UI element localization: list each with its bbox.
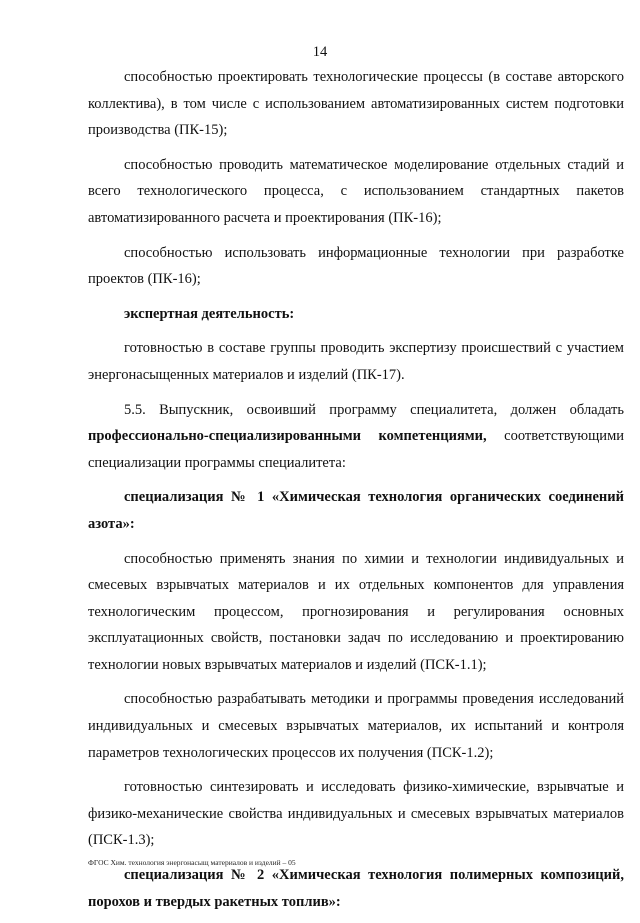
competency-psk-1-1: способностью применять знания по химии и технологии индивидуальных и смесевых взрывчатых материалов и их отдельных компонентов для управления технологическим процессом, прогнозирования и регулирования основных эксплуатационных свойств, постановки задач по исследованию и проектированию технологии новых взрывчатых материалов и изделий (ПСК-1.1);	[88, 550, 624, 673]
competency-psk-1-3: готовностью синтезировать и исследовать физико-химические, взрывчатые и физико-механические свойства индивидуальных и смесевых взрывчатых материалов (ПСК-1.3);	[88, 779, 624, 849]
specialization-2-heading: специализация № 2 «Химическая технология полимерных композиций, порохов и твердых ракетных топлив»:	[88, 867, 624, 910]
competency-psk-1-2: способностью разрабатывать методики и программы проведения исследований индивидуальных и смесевых взрывчатых материалов, их испытаний и контроля параметров технологических процессов их получения (ПСК-1.2);	[88, 691, 624, 761]
specialization-1-heading: специализация № 1 «Химическая технология органических соединений азота»:	[88, 489, 624, 532]
competency-pk16-modeling: способностью проводить математическое моделирование отдельных стадий и всего технологического процесса, с использованием стандартных пакетов автоматизированного расчета и проектирования (ПК-16);	[88, 156, 624, 226]
clause-5-5	[88, 397, 624, 477]
footer-note: ФГОС Хим. технология энергонасыщ материалов и изделий – 05	[88, 858, 296, 867]
clause-5-5-bold: профессионально-специализированными компетенциями,	[88, 428, 487, 445]
clause-5-5-start: 5.5. Выпускник, освоивший программу специалитета, должен обладать	[124, 401, 624, 418]
competency-pk15: способностью проектировать технологические процессы (в составе авторского коллектива), в том числе с использованием автоматизированных систем подготовки производства (ПК-15);	[88, 69, 624, 139]
clause-5-5-end: соответствующими специализации программы специалитета:	[88, 428, 624, 471]
page-number: 14	[312, 44, 328, 60]
competency-pk16-it: способностью использовать информационные технологии при разработке проектов (ПК-16);	[88, 244, 624, 288]
competency-pk17: готовностью в составе группы проводить экспертизу происшествий с участием энергонасыщенных материалов и изделий (ПК-17).	[88, 340, 624, 383]
body-text	[88, 64, 624, 923]
section-heading-expert: экспертная деятельность:	[124, 305, 295, 322]
